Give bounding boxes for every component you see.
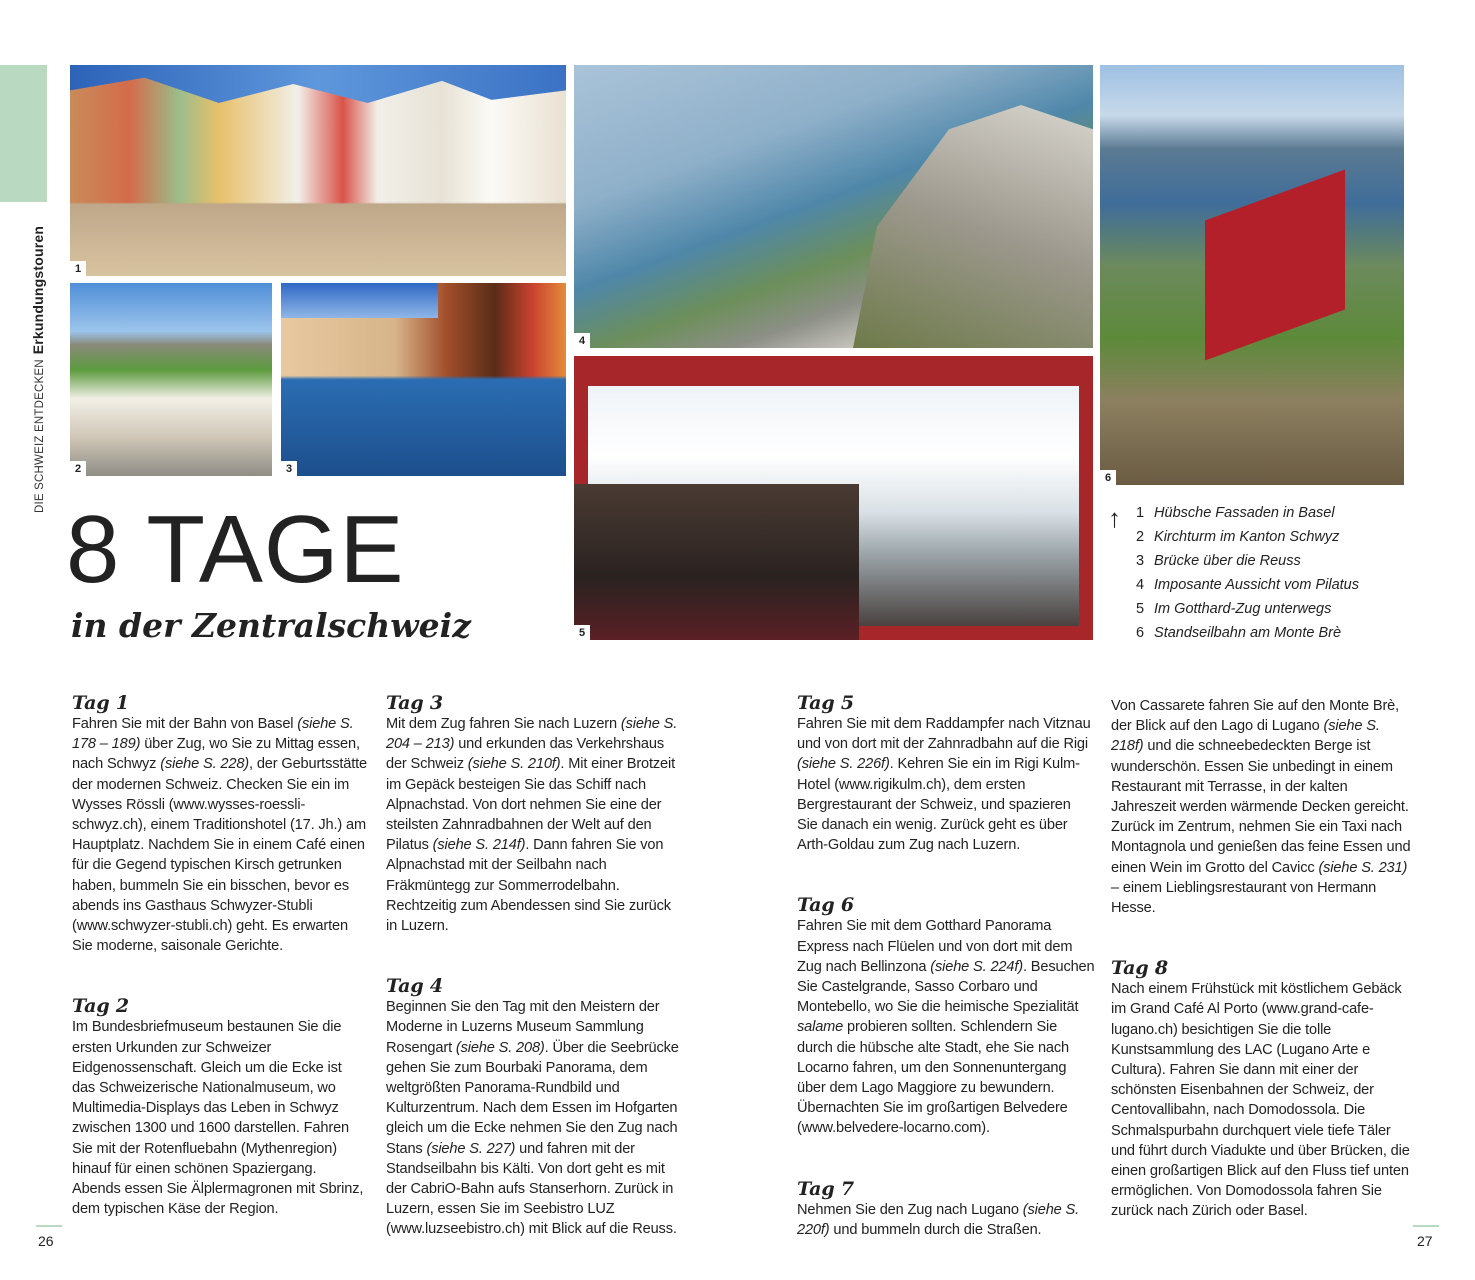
day-text xyxy=(797,1200,1095,1240)
page-title: 8 TAGE xyxy=(66,496,405,603)
page-reference: (siehe S. 228) xyxy=(160,756,250,773)
photo-number: 4 xyxy=(574,333,590,348)
day-text xyxy=(72,714,368,956)
text-run: Im Bundesbriefmuseum bestaunen Sie die ersten Urkunden zur Schweizer Eidgenossenschaft. Gleich um die Ecke ist das Schweizerische Nationalmuseum, wo Multimedia-Displays das Leben in Schwyz zwischen 1300 und 1600 darstellen. Fahren Sie mit der Rotenfluebahn (Mythenregion) hinauf für einen schönen Spaziergang. Abends essen Sie Älplermagronen mit Sbrinz, dem typischen Käse der Region. xyxy=(72,1019,364,1218)
text-run: . Dann fahren Sie von Alpnachstad mit der Seilbahn nach Fräkmüntegg zur Sommerrodelbahn. Rechtzeitig zum Abendessen sind Sie zurück in Luzern. xyxy=(386,837,671,935)
photo-basel-facades xyxy=(70,65,566,276)
text-run: . Kehren Sie ein im Rigi Kulm-Hotel (www.rigikulm.ch), dem ersten Bergrestaurant der Schweiz, und spazieren Sie danach ein wenig. Zurück geht es über Arth-Goldau zum Zug nach Luzern. xyxy=(797,756,1080,854)
page-reference: (siehe S. 220f) xyxy=(797,1201,1080,1238)
text-run: über Zug, wo Sie zu Mittag essen, nach Schwyz xyxy=(72,736,360,773)
caption-number: 1 xyxy=(1136,505,1145,521)
photo-number: 2 xyxy=(70,461,86,476)
caption-number: 3 xyxy=(1136,553,1145,569)
text-run: Fahren Sie mit dem Raddampfer nach Vitznau und von dort mit der Zahnradbahn auf die Rigi xyxy=(797,716,1091,753)
page-reference: (siehe S. 224f) xyxy=(930,958,1023,975)
caption-text: Hübsche Fassaden in Basel xyxy=(1154,505,1335,521)
day-heading: Tag 8 xyxy=(1111,957,1169,980)
photo-reuss-bridge xyxy=(281,283,566,476)
photo-number: 5 xyxy=(574,625,590,640)
caption-number: 2 xyxy=(1136,529,1145,545)
page-reference: (siehe S. 178 – 189) xyxy=(72,716,354,753)
text-run: Mit dem Zug fahren Sie nach Luzern xyxy=(386,716,621,732)
page-subtitle: in der Zentralschweiz xyxy=(71,606,471,645)
section-label: DIE SCHWEIZ ENTDECKEN xyxy=(34,359,46,513)
caption-item xyxy=(1136,503,1335,523)
text-run: Nehmen Sie den Zug nach Lugano xyxy=(797,1201,1023,1218)
page-reference: (siehe S. 231) xyxy=(1318,859,1408,876)
day-heading: Tag 4 xyxy=(386,975,444,998)
text-run: . Mit einer Brotzeit im Gepäck besteigen Sie das Schiff nach Alpnachstad. Von dort nehmen Sie eine der steilsten Zahnradbahnen der Welt auf den Pilatus xyxy=(386,756,676,854)
photo-number: 3 xyxy=(281,461,297,476)
day-text xyxy=(386,997,684,1239)
caption-text: Im Gotthard-Zug unterwegs xyxy=(1154,601,1332,617)
page-reference: (siehe S. 218f) xyxy=(1111,718,1380,755)
caption-text: Standseilbahn am Monte Brè xyxy=(1154,625,1342,641)
photo-gotthard-train xyxy=(574,356,1093,640)
running-header xyxy=(30,213,46,513)
caption-number: 6 xyxy=(1136,625,1145,641)
column-1 xyxy=(72,692,368,1258)
page-reference: (siehe S. 208) xyxy=(455,1039,545,1056)
page-reference: (siehe S. 210f) xyxy=(467,756,561,773)
day-heading: Tag 2 xyxy=(72,995,130,1018)
column-4 xyxy=(1111,696,1411,1261)
day-text xyxy=(1111,979,1411,1221)
page-reference: (siehe S. 226f) xyxy=(797,756,890,773)
caption-item xyxy=(1136,599,1331,619)
text-run: probieren sollten. Schlendern Sie durch die hübsche alte Stadt, ehe Sie nach Locarno fahren, um den Sonnenuntergang über dem Lago Maggiore zu bewundern. Übernachten Sie im großartigen Belvedere (www.belvedere-locarno.com). xyxy=(797,1019,1069,1137)
caption-number: 5 xyxy=(1136,601,1145,617)
chapter-label: Erkundungstouren xyxy=(30,225,46,355)
text-run: Beginnen Sie den Tag mit den Meistern der Moderne in Luzerns Museum Sammlung Rosengart xyxy=(386,999,660,1056)
day-text xyxy=(797,916,1095,1138)
caption-text: Imposante Aussicht vom Pilatus xyxy=(1154,577,1359,593)
caption-item xyxy=(1136,623,1341,643)
page-reference: (siehe S. 214f) xyxy=(432,837,526,854)
text-run: – einem Lieblingsrestaurant von Hermann Hesse. xyxy=(1111,879,1377,917)
text-run: . Über die Seebrücke gehen Sie zum Bourbaki Panorama, dem weltgrößten Panorama-Rundbild und Kulturzentrum. Nach dem Essen im Hofgarten gleich um die Ecke nehmen Sie den Zug nach Stans xyxy=(386,1039,679,1157)
chapter-tab xyxy=(0,65,47,202)
day-heading: Tag 7 xyxy=(797,1177,855,1200)
photo-monte-bre-funicular xyxy=(1100,65,1404,485)
arrow-up-icon: ↑ xyxy=(1108,503,1121,533)
day-text xyxy=(386,714,684,936)
text-run: Fahren Sie mit der Bahn von Basel xyxy=(72,716,298,732)
column-2 xyxy=(386,692,684,1279)
text-run: Fahren Sie mit dem Gotthard Panorama Express nach Flüelen und von dort mit dem Zug nach Bellinzona xyxy=(797,918,1073,975)
day-heading: Tag 6 xyxy=(797,894,855,917)
day-heading: Tag 5 xyxy=(797,692,855,714)
day-heading: Tag 3 xyxy=(386,692,444,714)
caption-text: Kirchturm im Kanton Schwyz xyxy=(1154,529,1340,545)
caption-item xyxy=(1136,575,1359,595)
page-reference: (siehe S. 204 – 213) xyxy=(386,716,678,753)
text-run: Nach einem Frühstück mit köstlichem Gebäck im Grand Café Al Porto (www.grand-cafe-lugano.ch) besichtigen Sie die tolle Kunstsammlung des LAC (Lugano Arte e Cultura). Fahren Sie dann mit einer der schönsten Eisenbahnen der Schweiz, der Centovallibahn, nach Domodossola. Die Schmalspurbahn durchquert viele tiefe Täler und führt durch Viadukte und über Brücken, die einen großartigen Blick auf den Fluss tief unten ermöglichen. Von Domodossola fahren Sie zurück nach Zürich oder Basel. xyxy=(1111,981,1410,1220)
text-run: und fahren mit der Standseilbahn bis Kälti. Von dort geht es mit der CabriO-Bahn aufs Stanserhorn. Zurück in Luzern, essen Sie im Seebistro LUZ (www.luzseebistro.ch) mit Blick auf die Reuss. xyxy=(386,1140,677,1238)
photo-number: 1 xyxy=(70,261,86,276)
text-run: , der Geburtsstätte der modernen Schweiz. Checken Sie ein im Wysses Rössli (www.wysses-roessli-schwyz.ch), einem Traditionshotel (17. Jh.) am Hauptplatz. Nachdem Sie in einem Café einen für die Gegend typischen Kirsch getrunken haben, bummeln Sie ein bisschen, bevor es abends ins Gasthaus Schwyzer-Stubli (www.schwyzer-stubli.ch) geht. Es erwarten Sie moderne, saisonale Gerichte. xyxy=(72,756,368,955)
text-run: und erkunden das Verkehrshaus der Schweiz xyxy=(386,736,664,773)
text-run: und bummeln durch die Straßen. xyxy=(829,1221,1042,1238)
column-3 xyxy=(797,692,1095,1279)
photo-number: 6 xyxy=(1100,470,1116,485)
page-number-rule xyxy=(36,1225,62,1227)
caption-text: Brücke über die Reuss xyxy=(1154,553,1301,569)
page-reference: (siehe S. 227) xyxy=(426,1140,516,1157)
text-run: . Besuchen Sie Castelgrande, Sasso Corbaro und Montebello, wo Sie die heimische Spezialität xyxy=(797,958,1095,1016)
caption-item xyxy=(1136,527,1339,547)
page-reference: salame xyxy=(797,1019,844,1036)
day-text xyxy=(797,714,1095,855)
page-number-left: 26 xyxy=(38,1233,54,1249)
day-text xyxy=(1111,696,1411,918)
photo-schwyz-church xyxy=(70,283,272,476)
text-run: Von Cassarete fahren Sie auf den Monte Brè, der Blick auf den Lago di Lugano xyxy=(1111,698,1400,735)
page-number-rule xyxy=(1413,1225,1439,1227)
page-number-right: 27 xyxy=(1417,1233,1433,1249)
caption-number: 4 xyxy=(1136,577,1145,593)
day-heading: Tag 1 xyxy=(72,692,130,714)
day-text xyxy=(72,1017,368,1219)
text-run: und die schneebedeckten Berge ist wunderschön. Essen Sie unbedingt in einem Restaurant mit Terrasse, in der kalten Jahreszeit werden wärmende Decken gereicht. Zurück im Zentrum, nehmen Sie ein Taxi nach Montagnola und genießen das feine Essen und einen Wein im Grotto del Cavicc xyxy=(1111,738,1411,876)
caption-item xyxy=(1136,551,1301,571)
photo-pilatus xyxy=(574,65,1093,348)
